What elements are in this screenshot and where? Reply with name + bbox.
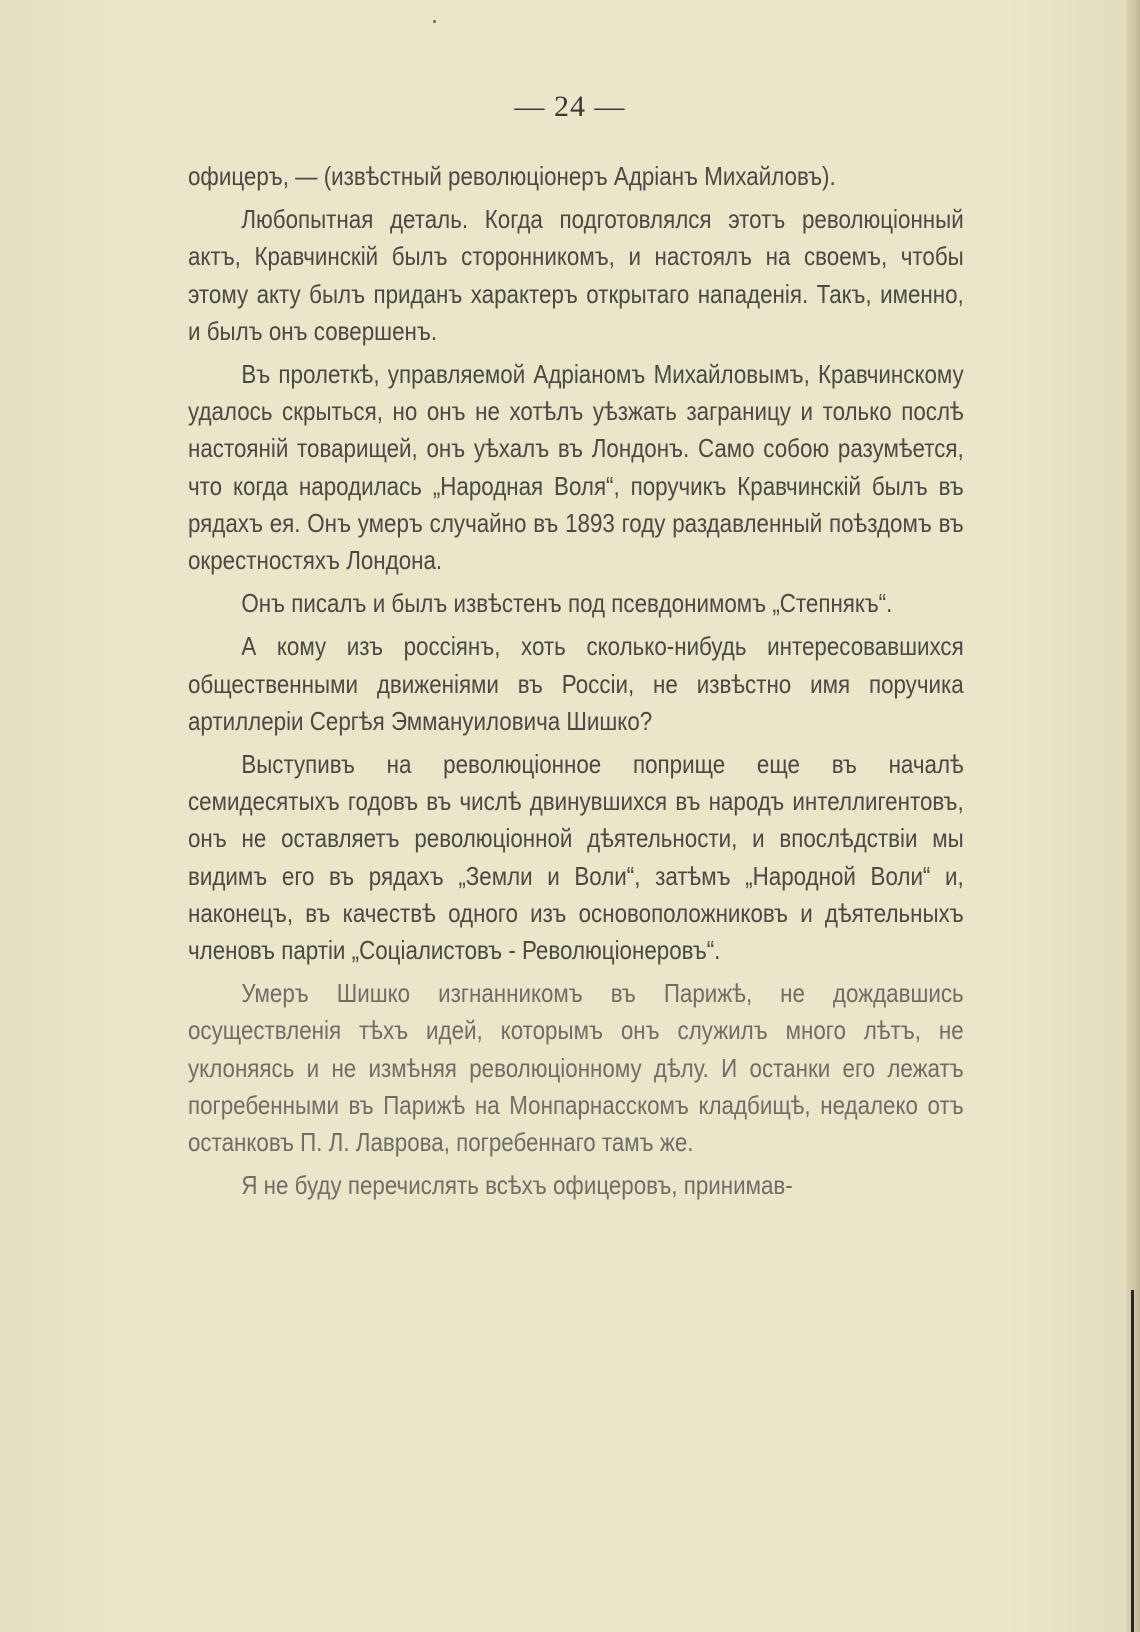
paragraph-4: Онъ писалъ и былъ извѣстенъ под псевдонимомъ „Степнякъ“. (241, 588, 893, 619)
paragraph-1: офицеръ, — (извѣстный революціонеръ Адріанъ Михайловъ). (188, 161, 836, 191)
paragraph-8: Я не буду перечислять всѣхъ офицеровъ, принимав- (241, 1170, 793, 1201)
page-number: — 24 — (514, 90, 626, 123)
paragraph-6: Выступивъ на революціонное поприще еще въ началѣ семидесятыхъ годовъ въ числѣ двинувшихся въ народъ интеллигентовъ, онъ не оставляетъ революціонной дѣятельности, и впослѣдствіи мы видимъ его въ рядахъ „Земли и Воли“, затѣмъ „Народной Воли“ и, наконецъ, въ качествѣ одного изъ основоположниковъ и дѣятельныхъ членовъ партіи „Соціалистовъ - Революціонеровъ“. (188, 749, 964, 966)
paragraph-2: Любопытная деталь. Когда подготовлялся этотъ революціонный актъ, Кравчинскій былъ сторонникомъ, и настоялъ на своемъ, чтобы этому акту былъ приданъ характеръ открытаго нападенія. Такъ, именно, и былъ онъ совершенъ. (188, 204, 964, 346)
ink-speck (433, 20, 436, 23)
paragraph-5: А кому изъ россіянъ, хоть сколько-нибудь интересовавшихся общественными движеніями въ Россіи, не извѣстно имя поручика артиллеріи Сергѣя Эммануиловича Шишко? (188, 631, 964, 736)
body-text (188, 158, 964, 1204)
binding-edge-line (1131, 1290, 1134, 1632)
paragraph-7: Умеръ Шишко изгнанникомъ въ Парижѣ, не дождавшись осуществленія тѣхъ идей, которымъ онъ служилъ много лѣтъ, не уклоняясь и не измѣняя революціонному дѣлу. И останки его лежатъ погребенными въ Парижѣ на Монпарнасскомъ кладбищѣ, недалеко отъ останковъ П. Л. Лаврова, погребеннаго тамъ же. (188, 978, 964, 1158)
paragraph-3: Въ пролеткѣ, управляемой Адріаномъ Михайловымъ, Кравчинскому удалось скрыться, но онъ не хотѣлъ уѣзжать заграницу и только послѣ настояній товарищей, онъ уѣхалъ въ Лондонъ. Само собою разумѣется, что когда народилась „Народная Воля“, поручикъ Кравчинскій былъ въ рядахъ ея. Онъ умеръ случайно въ 1893 году раздавленный поѣздомъ въ окрестностяхъ Лондона. (188, 359, 964, 576)
